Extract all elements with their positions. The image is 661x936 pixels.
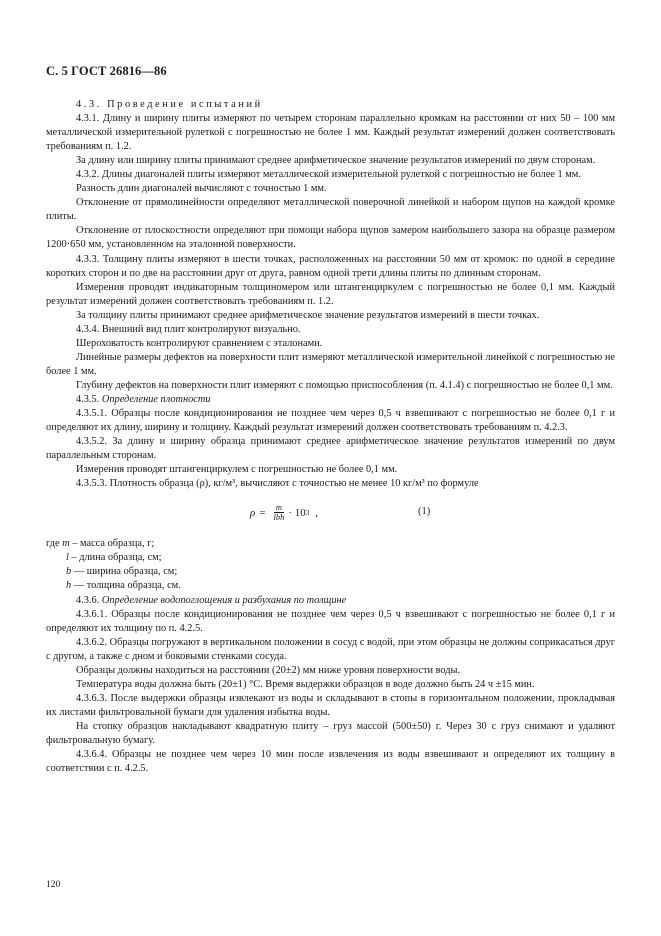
subsection-heading-density: [46, 393, 615, 407]
paragraph: Разность длин диагоналей вычисляют с точностью 1 мм.: [76, 183, 327, 195]
page-header: С. 5 ГОСТ 26816—86: [46, 64, 167, 78]
definition-text: — толщина образца, см.: [71, 580, 181, 592]
paragraph: 4.3.5.3. Плотность образца (ρ), кг/м³, вычисляют с точностью не менее 10 кг/м³ по формуле: [76, 478, 479, 490]
paragraph: 4.3.2. Длины диагоналей плиты измеряют металлической измерительной рулеткой с погрешностью не более 1 мм.: [76, 169, 581, 181]
paragraph: 4.3.6.4. Образцы не позднее чем через 10 мин после извлечения из воды взвешивают и определяют их толщину в соответствии с п. 4.2.5.: [46, 749, 615, 775]
definition-intro: где: [46, 538, 60, 550]
subsection-number: 4.3.6.: [76, 594, 100, 606]
paragraph: 4.3.3. Толщину плиты измеряют в шести точках, расположенных на расстоянии 50 мм от кромок: по одной в середине коротких сторон и по две на расстоянии друг от друга, равном одной трети длины плиты по длинным сторонам.: [46, 253, 615, 279]
density-formula: [250, 503, 318, 522]
paragraph: На стопку образцов накладывают квадратную плиту – груз массой (500±50) г. Через 30 с груз снимают и удаляют фильтровальную бумагу.: [46, 720, 615, 746]
paragraph: Измерения проводят штангенциркулем с погрешностью не более 0,1 мм.: [76, 464, 398, 476]
formula-multiplier: · 10: [288, 506, 306, 519]
formula-trail: ,: [315, 506, 319, 519]
definition-symbol: m: [62, 538, 70, 550]
formula-equals: =: [259, 506, 266, 519]
subsection-title: Определение водопоглощения и разбухания по толщине: [101, 594, 347, 606]
formula-denominator: lbh: [273, 512, 285, 523]
formula-block: [46, 495, 615, 535]
paragraph: 4.3.5.1. Образцы после кондиционирования не позднее чем через 0,5 ч взвешивают с погрешностью не более 0,1 г и определяют их длину, ширину и толщину. Каждый результат измерений должен соответствовать требованиям п. 4.2.3.: [46, 408, 615, 434]
definition-text: — ширина образца, см;: [71, 566, 178, 578]
page-number: 120: [46, 880, 61, 890]
formula-definitions: [46, 537, 615, 593]
formula-fraction: [274, 503, 285, 522]
paragraph: Отклонение от прямолинейности определяют металлической поверочной линейкой и набором щупов на каждой кромке плиты.: [46, 197, 615, 223]
definition-line: [46, 537, 615, 551]
definition-symbol: b: [66, 566, 72, 578]
paragraph: 4.3.1. Длину и ширину плиты измеряют по четырем сторонам параллельно кромкам на расстоянии от них 50 – 100 мм металлической измерительной рулеткой с погрешностью не более 1 мм. Каждый результат измерений должен соответствовать требованиям п. 1.2.: [46, 113, 615, 153]
formula-lhs: ρ: [250, 506, 256, 519]
paragraph: 4.3.6.1. Образцы после кондиционирования не позднее чем через 0,5 ч взвешивают с погрешностью не более 0,1 г и определяют их толщину по п. 4.2.5.: [46, 608, 615, 634]
paragraph: Измерения проводят индикаторным толщиномером или штангенциркулем с погрешностью не более 0,1 мм. Каждый результат измерений должен соответствовать требованиям п. 1.2.: [46, 281, 615, 307]
formula-number: (1): [418, 506, 431, 518]
paragraph: 4.3.6.2. Образцы погружают в вертикальном положении в сосуд с водой, при этом образцы не должны соприкасаться друг с другом, а также с дном и боковыми стенками сосуда.: [46, 636, 615, 662]
subsection-title: Определение плотности: [101, 393, 211, 405]
paragraph: Шероховатость контролируют сравнением с эталонами.: [76, 337, 323, 349]
definition-text: – длина образца, см;: [68, 552, 162, 564]
section-title: 4.3. Проведение испытаний: [76, 99, 263, 110]
definition-line: [46, 565, 615, 579]
definition-symbol: h: [66, 580, 72, 592]
paragraph: 4.3.6.3. После выдержки образцы извлекают из воды и складывают в стопы в горизонтальном положении, прокладывая их листами фильтровальной бумаги для удаления избытка воды.: [46, 692, 615, 718]
formula-numerator: m: [275, 502, 282, 513]
subsection-heading-water: [46, 594, 615, 608]
paragraph: Образцы должны находиться на расстоянии (20±2) мм ниже уровня поверхности воды.: [76, 664, 461, 676]
definition-text: – масса образца, г;: [69, 538, 155, 550]
definition-line: [46, 551, 615, 565]
paragraph: 4.3.5.2. За длину и ширину образца принимают среднее арифметическое значение результатов измерений по двум параллельным сторонам.: [46, 436, 615, 462]
formula-exponent: 3: [305, 508, 310, 517]
paragraph: Линейные размеры дефектов на поверхности плит измеряют металлической измерительной линейкой с погрешностью не более 1 мм.: [46, 351, 615, 377]
paragraph: Температура воды должна быть (20±1) °С. Время выдержки образцов в воде должно быть 24 ч ±15 мин.: [76, 678, 535, 690]
definition-symbol: l: [66, 552, 69, 564]
paragraph: Отклонение от плоскостности определяют при помощи набора щупов замером наибольшего зазора на образце размером 1200·650 мм, установленном на эталонной поверхности.: [46, 225, 615, 251]
paragraph: Глубину дефектов на поверхности плит измеряют с помощью приспособления (п. 4.1.4) с погрешностью не более 0,1 мм.: [76, 379, 613, 391]
paragraph: За толщину плиты принимают среднее арифметическое значение результатов измерений в шести точках.: [76, 309, 540, 321]
definition-line: [46, 579, 615, 593]
subsection-number: 4.3.5.: [76, 393, 100, 405]
document-body: [46, 98, 615, 776]
paragraph: За длину или ширину плиты принимают среднее арифметическое значение результатов измерений по двум сторонам.: [76, 155, 596, 167]
paragraph: 4.3.4. Внешний вид плит контролируют визуально.: [76, 323, 301, 335]
